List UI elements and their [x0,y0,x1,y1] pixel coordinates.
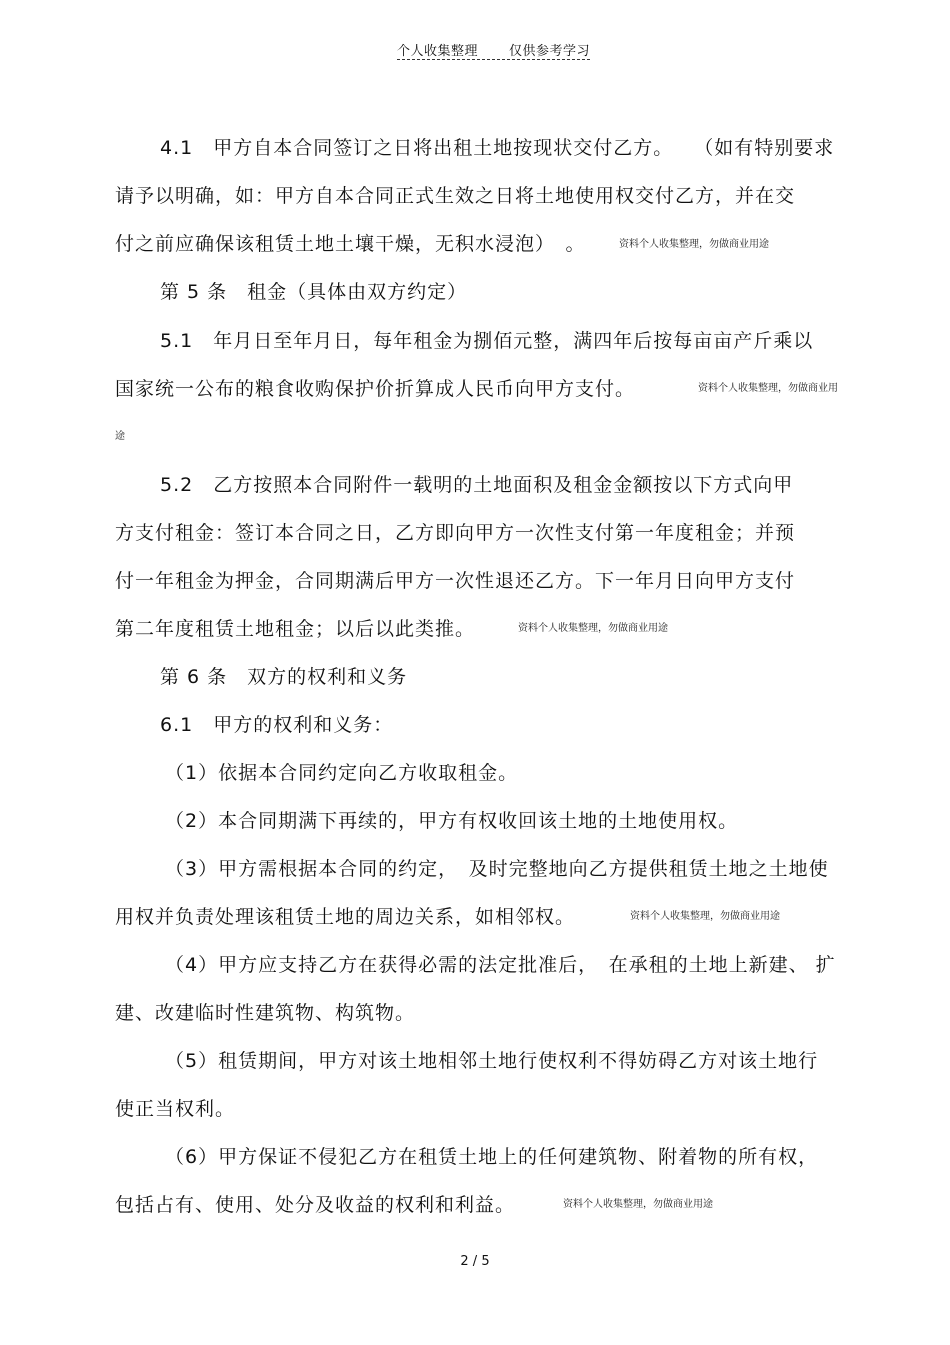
item-5-line-1: （5）租赁期间，甲方对该土地相邻土地行使权利不得妨碍乙方对该土地行 [165,1050,819,1072]
article-6-heading: 第 6 条 双方的权利和义务 [160,666,408,688]
item-6-line-2: 包括占有、使用、处分及收益的权利和利益。 [115,1194,516,1216]
clause-5-2-line-1: 5.2 乙方按照本合同附件一载明的土地面积及租金金额按以下方式向甲 [160,474,794,496]
watermark-note: 资料个人收集整理，勿做商业用 [698,383,838,394]
clause-5-1-line-2: 国家统一公布的粮食收购保护价折算成人民币向甲方支付。 [115,378,636,400]
item-3-line-2: 用权并负责处理该租赁土地的周边关系，如相邻权。 [115,906,576,928]
item-4-line-2: 建、改建临时性建筑物、构筑物。 [115,1002,416,1024]
clause-4-1-line-3: 付之前应确保该租赁土地土壤干燥，无积水浸泡） 。 [115,233,586,255]
clause-5-2-line-3: 付一年租金为押金，合同期满后甲方一次性退还乙方。下一年月日向甲方支付 [115,570,796,592]
item-1: （1）依据本合同约定向乙方收取租金。 [165,762,519,784]
item-5-line-2: 使正当权利。 [115,1098,236,1120]
watermark-note: 资料个人收集整理，勿做商业用途 [518,623,668,634]
article-5-heading: 第 5 条 租金（具体由双方约定） [160,281,468,303]
header-right-text: 仅供参考学习 [509,44,591,59]
header-left-text: 个人收集整理 [397,44,479,59]
watermark-note-continued: 途 [115,431,125,442]
clause-5-1-line-1: 5.1 年月日至年月日，每年租金为捌佰元整，满四年后按每亩亩产斤乘以 [160,330,814,352]
header-dashed-rule [397,59,590,60]
clause-5-2-line-4: 第二年度租赁土地租金；以后以此类推。 [115,618,476,640]
item-4-line-1: （4）甲方应支持乙方在获得必需的法定批准后， 在承租的土地上新建、 扩 [165,954,836,976]
clause-5-2-line-2: 方支付租金：签订本合同之日，乙方即向甲方一次性支付第一年度租金；并预 [115,522,796,544]
item-3-line-1: （3）甲方需根据本合同的约定， 及时完整地向乙方提供租赁土地之土地使 [165,858,829,880]
item-2: （2）本合同期满下再续的，甲方有权收回该土地的土地使用权。 [165,810,739,832]
page-header [397,40,590,62]
watermark-note: 资料个人收集整理，勿做商业用途 [630,911,780,922]
page-number: 2 / 5 [460,1254,490,1269]
clause-6-1-heading: 6.1 甲方的权利和义务： [160,714,394,736]
item-6-line-1: （6）甲方保证不侵犯乙方在租赁土地上的任何建筑物、附着物的所有权， [165,1146,819,1168]
clause-4-1-line-1: 4.1 甲方自本合同签订之日将出租土地按现状交付乙方。 （如有特别要求 [160,137,835,159]
watermark-note: 资料个人收集整理，勿做商业用途 [619,239,769,250]
watermark-note: 资料个人收集整理，勿做商业用途 [563,1199,713,1210]
clause-4-1-line-2: 请予以明确，如：甲方自本合同正式生效之日将土地使用权交付乙方，并在交 [115,185,796,207]
